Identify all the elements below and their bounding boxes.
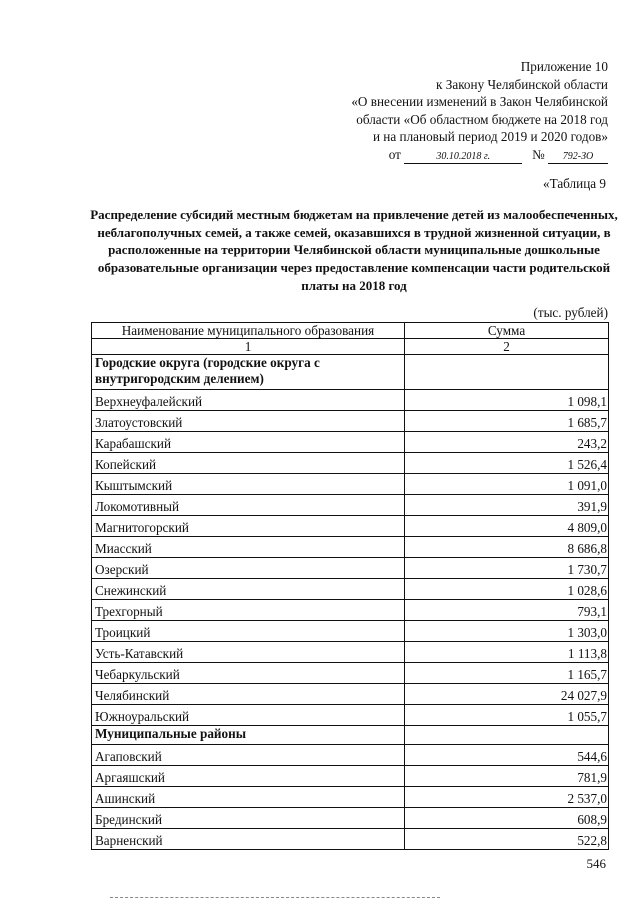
- appendix-block: [278, 58, 608, 164]
- subsidy-table: [91, 322, 609, 850]
- municipality-name: Верхнеуфалейский: [92, 390, 405, 411]
- municipality-name: Снежинский: [92, 579, 405, 600]
- municipality-name: Усть-Катавский: [92, 642, 405, 663]
- subsidy-amount: 522,8: [405, 829, 609, 850]
- group-title-city-districts: Городские округа (городские округа с внутригородским делением): [92, 355, 405, 390]
- subsidy-amount: 793,1: [405, 600, 609, 621]
- table-row: [92, 600, 609, 621]
- subsidy-amount: 1 098,1: [405, 390, 609, 411]
- table-row: [92, 558, 609, 579]
- law-number: 792-ЗО: [548, 151, 608, 164]
- table-row: [92, 808, 609, 829]
- subsidy-amount: 1 303,0: [405, 621, 609, 642]
- municipality-name: Варненский: [92, 829, 405, 850]
- table-row: [92, 663, 609, 684]
- municipality-name: Миасский: [92, 537, 405, 558]
- table-reference: «Таблица 9: [543, 176, 606, 191]
- subsidy-amount: 1 526,4: [405, 453, 609, 474]
- table-row: [92, 495, 609, 516]
- table-row: [92, 684, 609, 705]
- appendix-law-ref: к Закону Челябинской области: [436, 76, 608, 92]
- municipality-name: Магнитогорский: [92, 516, 405, 537]
- table-row: [92, 453, 609, 474]
- municipality-name: Южноуральский: [92, 705, 405, 726]
- from-label: от: [388, 146, 401, 162]
- table-row: [92, 621, 609, 642]
- subsidy-amount: 544,6: [405, 745, 609, 766]
- subsidy-amount: 1 091,0: [405, 474, 609, 495]
- subsidy-amount: 8 686,8: [405, 537, 609, 558]
- table-row: [92, 432, 609, 453]
- municipality-name: Брединский: [92, 808, 405, 829]
- appendix-date-line: [278, 146, 608, 164]
- page-number: 546: [586, 856, 606, 871]
- group-sum-empty: [405, 355, 609, 390]
- subsidy-amount: 391,9: [405, 495, 609, 516]
- table-row: [92, 579, 609, 600]
- table-row: [92, 642, 609, 663]
- table-column-numbers-row: [92, 339, 609, 355]
- document-heading: Распределение субсидий местным бюджетам на привлечение детей из малообеспеченных, неблагополучных семей, а также семей, оказавшихся в трудной жизненной ситуации, в расположенные на территории Челябинской области муниципальные дошкольные образовательные организации через предоставление компенсации части родительской платы на 2018 год: [90, 207, 618, 293]
- municipality-name: Ашинский: [92, 787, 405, 808]
- municipality-name: Озерский: [92, 558, 405, 579]
- column-number-2: 2: [405, 339, 609, 355]
- appendix-law-name-1: «О внесении изменений в Закон Челябинской: [351, 94, 608, 110]
- table-row: [92, 829, 609, 850]
- municipality-name: Златоустовский: [92, 411, 405, 432]
- column-header-name: Наименование муниципального образования: [92, 323, 405, 339]
- footer-divider: [110, 897, 440, 898]
- number-label: №: [532, 146, 545, 162]
- municipality-name: Трехгорный: [92, 600, 405, 621]
- appendix-law-name-2: области «Об областном бюджете на 2018 год: [356, 111, 608, 127]
- table-row: [92, 766, 609, 787]
- appendix-law-name-3: и на плановый период 2019 и 2020 годов»: [372, 129, 608, 145]
- subsidy-amount: 608,9: [405, 808, 609, 829]
- subsidy-amount: 781,9: [405, 766, 609, 787]
- column-number-1: 1: [92, 339, 405, 355]
- table-row: [92, 537, 609, 558]
- municipality-name: Копейский: [92, 453, 405, 474]
- table-row: [92, 787, 609, 808]
- municipality-name: Кыштымский: [92, 474, 405, 495]
- subsidy-amount: 1 165,7: [405, 663, 609, 684]
- units-label: (тыс. рублей): [533, 305, 608, 320]
- subsidy-amount: 243,2: [405, 432, 609, 453]
- subsidy-amount: 1 055,7: [405, 705, 609, 726]
- subsidy-amount: 1 113,8: [405, 642, 609, 663]
- subsidy-amount: 1 730,7: [405, 558, 609, 579]
- municipality-name: Чебаркульский: [92, 663, 405, 684]
- group-row-municipal-districts: [92, 726, 609, 745]
- table-row: [92, 516, 609, 537]
- subsidy-amount: 24 027,9: [405, 684, 609, 705]
- column-header-sum: Сумма: [405, 323, 609, 339]
- subsidy-amount: 4 809,0: [405, 516, 609, 537]
- table-row: [92, 390, 609, 411]
- table-row: [92, 705, 609, 726]
- table-row: [92, 745, 609, 766]
- subsidy-amount: 1 685,7: [405, 411, 609, 432]
- table-row: [92, 474, 609, 495]
- group-title-municipal-districts: Муниципальные районы: [92, 726, 405, 745]
- group-sum-empty: [405, 726, 609, 745]
- table-row: [92, 411, 609, 432]
- municipality-name: Троицкий: [92, 621, 405, 642]
- subsidy-amount: 2 537,0: [405, 787, 609, 808]
- table-header-row: [92, 323, 609, 339]
- law-date: 30.10.2018 г.: [404, 151, 522, 164]
- municipality-name: Аргаяшский: [92, 766, 405, 787]
- municipality-name: Карабашский: [92, 432, 405, 453]
- municipality-name: Агаповский: [92, 745, 405, 766]
- subsidy-amount: 1 028,6: [405, 579, 609, 600]
- municipality-name: Локомотивный: [92, 495, 405, 516]
- appendix-title: Приложение 10: [520, 59, 608, 74]
- municipality-name: Челябинский: [92, 684, 405, 705]
- group-row-city-districts: [92, 355, 609, 390]
